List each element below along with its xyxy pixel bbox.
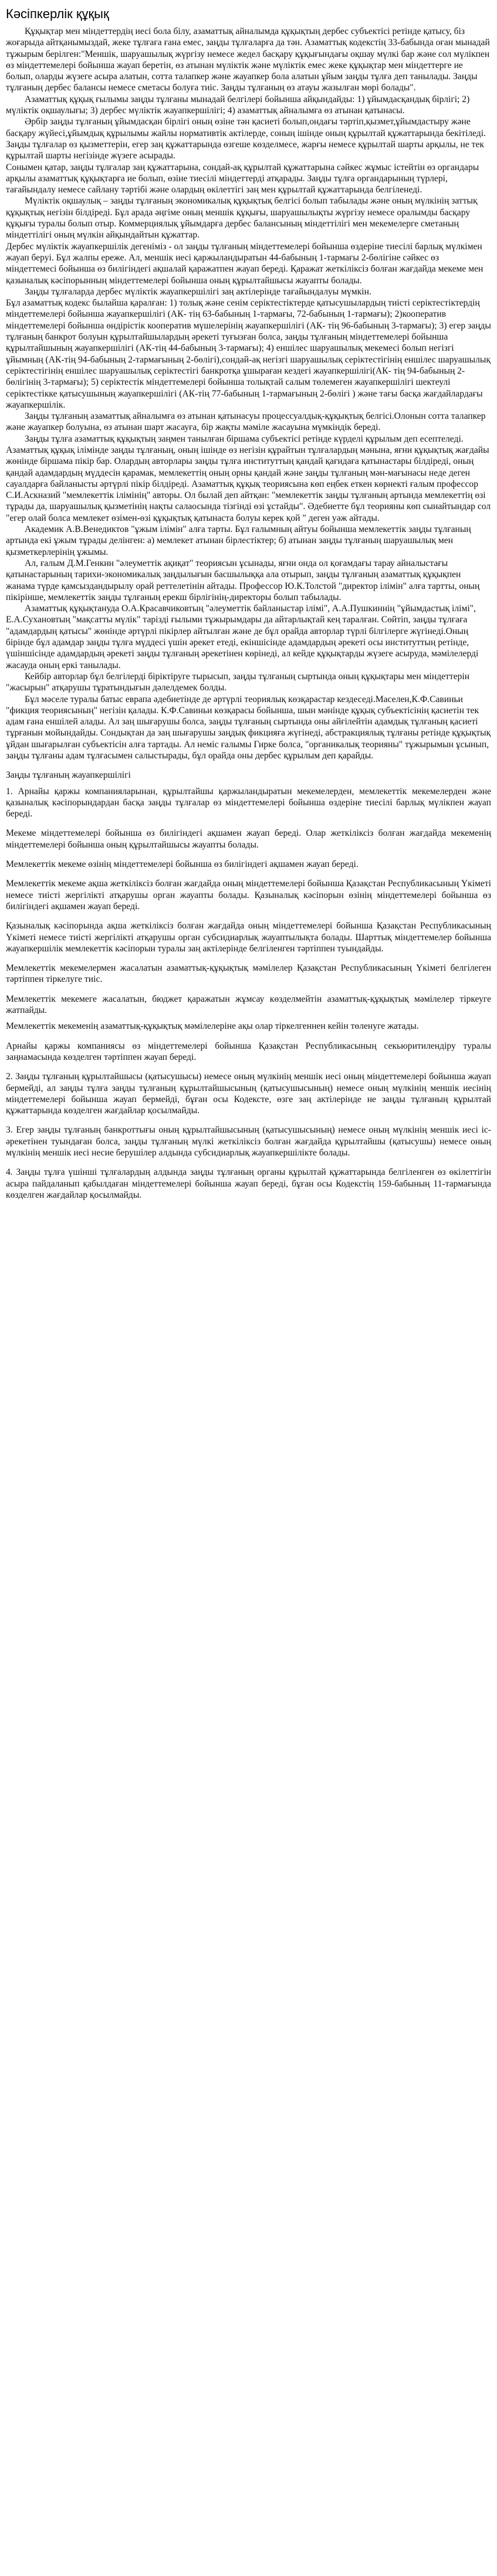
paragraph: Академик А.В.Венедиктов "ұжым ілімін" алға тарты. Бұл ғалымның айтуы бойынша мемлекеттік заңды тұлғаның артында екі ұжым тұрады делінген: а) мемлекет атынан бірлестіктер; б) атынан заңды тұлғаның шаруашылық мен қызметкерлерінің ұжымы. <box>6 524 471 557</box>
paragraph: Азаматтық құқық ғылымы заңды тұлғаны мынадай белгілері бойынша айқындайды: 1) ұйымдасқандық бірлігі; 2) мүліктік оқшаулығы; 3) дербес мүліктік жауапкершілігі; 4) азаматтық айналымға өз атынан қатынасы. <box>6 94 470 116</box>
list-item: Мекеме міндеттемелері бойынша өз билігіндегі ақшамен жауап береді. Олар жеткіліксіз болған жағдайда мекеменің міндеттемелері бойынша оның құрылтайшысы жауапты болады. <box>6 828 491 850</box>
paragraph: Азаматтық құқықтануда О.А.Красавчиковтың "әлеуметтік байланыстар ілімі", А.А.Пушкиннің "ұйымдастық ілімі", Е.А.Сухановтың "мақсатты мүлік" тарізді ғылыми тұжырымдары да айтарлықтай кең таралған. Сөйтіп, заңды тұлғаға "адамдардың қатысы" жөнінде әртүрлі пікірлер айтылған және де бұл орайда авторлар түрлі білгілерге жүгінеді.Оның бірінде бұл адамдар заңды тұлға мүддесі үшін әрекет етеді, екіншісінде адамдардың әрекеті осы институттың ретінде, үшіншісінде адамдардың әрекеті заңды тұлғаның әрекетінен көрінеді, ал кейде құқықтарды жүзеге асыруда, мәмілелерді жасауда оның еркі танылады. <box>6 604 479 670</box>
page-title: Кәсіпкерлік құқық <box>6 6 109 21</box>
list-item: Мемлекеттік мекемелермен жасалатын азаматтық-құқықтық мәмілелер Қазақстан Республикасының Үкіметі белгілеген тәртіппен тіркелуге тиіс. <box>6 963 491 985</box>
paragraph: Құқықтар мен міндеттердің иесі бола білу, азаматтық айналымда құқықтың дербес субъектісі ретінде қатысу, біз жоғарыда айтқанымыздай, жеке тұлғаға ғана емес, заңды тұлғаларға да тән. Азаматтық кодекстің 33-бабында оған мынадай тұжырым берілген:"Меншік, шаруашылық жүргізу немесе жедел басқару құқығындағы оқшау мүлкі бар және сол мүлікпен өз міндеттемелері бойынша жауап беретін, өз атынан мүліктік және мүліктік емес жеке құқықтар мен міндеттерге ие болып, оларды жүзеге асыра алатын, сотта талапкер және жауапкер бола алатын ұйым заңды тұлға деп танылады. Заңды тұлғаның дербес балансы немесе сметасы болуға тиіс. Заңды тұлғаның өз атауы жазылған мөрі болады". <box>6 26 490 93</box>
paragraph: Заңды тұлғаларда дербес мүліктік жауапкершілігі заң актілерінде тағайындалуы мүмкін. <box>25 286 371 297</box>
list-item: Мемлекеттік мекеменің азаматтық-құқықтық мәмілелеріне ақы олар тіркелгеннен кейін төленуге жатады. <box>6 1021 419 1032</box>
list-item: 1. Арнайы қаржы компанияларынан, құрылтайшы қаржыландыратын мекемелерден, мемлекеттік мекемелерден және қазыналық кәсіпорындардан басқа заңды тұлғалар өз міндеттемелері бойынша өздеріне тиесілі барлық мүлікпен жауап береді. <box>6 786 491 819</box>
liability-list <box>6 786 491 1201</box>
paragraph: Бұл мәселе туралы батыс еврапа әдебиетінде де әртүрлі теориялық көзқарастар кездеседі.Маселен,К.Ф.Савиньи "фикция теориясының" негізін қалады. К.Ф.Савиньи көзқарасы бойынша, шын мәнінде құқық субъектісінің қасиетін тек адам ғана еншілей алады. Ал заң шығарушы болса, заңды тұлғаның сыртында оны айғілейтін адамдық тұлғаның қасиеті тұрғанын мойындайды. Сондықтан да заң шығарушы заңдық фикцияға жүгінеді, абстракциялық тұлғаны ретінде құқықтық ұйдан шығарылған субъектісін алға тартады. Ал неміс ғалымы Гирке болса, "органикалық теорияны" тұжырымын ұсынып, заңды тұлғаны адам тұлғасымен салыстырады, бұл орайда оны дербес құрылым деп қарайды. <box>6 694 491 761</box>
paragraph: Заңды тұлғаның азаматтық айналымға өз атынан қатынасуы процессуалдық-құқықтық белгісі.Олонын сотта талапкер және жауапкер болуына, өз атынан шарт жасауға, бір жақты мәміле жасауына мүмкіндік береді. <box>6 411 486 433</box>
list-item: 3. Егер заңды тұлғаның банкроттығы оның құрылтайшысының (қатысушысының) немесе оның мүлкінің меншік иесі іс-әрекетінен туындаған болса, заңды тұлғаның мүлкі жеткіліксіз болған жағдайда құрылтайшы (қатысушы) немесе оның мүлкінің меншік иесі несие берушілер алдында субсидиарлық жауапкершілікте болады. <box>6 1125 491 1158</box>
list-item: Мемлекеттік мекемеге жасалатын, бюджет қаражатын жұмсау көзделмейтін азаматтық-құқықтық мәмілелер тіркеуге жатпайды. <box>6 994 491 1016</box>
list-item: Мемлекеттік мекеме ақша жеткіліксіз болған жағдайда оның міндеттемелері бойынша Қазақстан Республикасының Үкіметі немесе тиісті жергілікті атқарушы орган жауапты болады. Қазыналық кәсіпорын өзінің міндеттемелері бойынша өз билігіндегі ақшамен жауап береді. <box>6 879 491 911</box>
paragraph: Заңды тұлға азаматтық құқықтың заңмен танылған біршама субъектісі ретінде күрделі құрылым деп есептеледі. Азаматтық құқық ілімінде заңды тұлғаның, оның ішінде өз негізін құрайтын тұлғалардың мәнына, яғни құқықтық жағдайы жөнінде біршама пікір бар. Олардың авторлары заңды тұлға институттың қандай қағидаға қатынастары білдіреді, оның қандай адамдардың мүддесін қарамак, мемлекеттің оның орны қандай және заңды тұлғаның мән-мағынасы неде деген сауалдарға байланысты әртүрлі пікір білдіреді. Азаматтық құқық теориясына көп еңбек еткен көрнекті ғалым профессор С.И.Аскназий "мемлекеттік ілімінің" авторы. Ол былай деп айтқан: "мемлекеттік заңды тұлғаның артында мемлекеттің өзі тұрады да, шаруашылық қызметінің нақты салаосында тізгінді өзі ұстайды". Әдебиетте бұл теорияны көп сынайтындар сол "егер олай болса мемлекет өзімен-өзі құқықтық қатынаста болуы керек қой " деген уәж айтады. <box>6 433 491 523</box>
list-item: Арнайы қаржы компаниясы өз міндеттемелері бойынша Қазақстан Республикасының секьюритилендіру туралы заңнамасында көзделген тәртіппен жауап береді. <box>6 1040 491 1062</box>
paragraph: Кейбір авторлар бұл белгілерді біріктіруге тырысып, заңды тұлғаның сыртында оның құқықтары мен міндеттерін "жасырын" атқарушы тұратындығын дәлелдемек болды. <box>6 671 470 693</box>
list-item: 2. Заңды тұлғаның құрылтайшысы (қатысушысы) немесе оның мүлкінің меншік иесі оның міндеттемелері бойынша жауап бермейді, ал заңды тұлға заңды тұлғаның құрылтайшысының (қатысушысының) немесе оның мүлкінің меншік иесінің міндеттемелері бойынша жауап бермейді, бұған осы Кодексте, өзге заң актілерінде не заңды тұлғаның құрылтай құжаттарында көзделген жағдайлар қосылмайды. <box>6 1072 491 1116</box>
paragraph: Дербес мүліктік жауапкершілік дегеніміз - ол заңды тұлғаның міндеттемелері бойынша өздеріне тиесілі барлық мүлкімен жауап беруі. Бұл жалпы ереже. Ал, меншік иесі қаржыландыратын 44-бабының 1-тармағы 2-бөлігіне сәйкес өз міндеттемесі бойынша өз билігіндегі ақшалай қаражатпен жауап береді. Қаражат жеткіліксіз болған жағдайда мекеме мен қазыналық кәсіпорынның міндеттемелері бойынша оның құрылтайшысы жауапты болады. <box>6 241 484 286</box>
article-body <box>6 26 491 761</box>
paragraph: Әрбір заңды тұлғаның ұйымдасқан бірлігі оның өзіне тән қасиеті болып,ондағы тәртіп,қызмет,ұйымдастыру және басқару жүйесі,ұйымдық құрылымы жайлы нормативтік актілерде, соның ішінде оның құрылтай құжаттарында бекітіледі. <box>6 117 486 138</box>
list-item: 4. Заңды тұлға үшінші тұлғалардың алдында заңды тұлғаның органы құрылтай құжаттарында белгіленген өз өкілеттігін асыра пайдаланып қабылдаған міндеттемелері бойынша жауап береді, бұған осы Кодекстің 159-бабының 11-тармағында көзделген жағдайлар қосылмайды. <box>6 1167 491 1200</box>
paragraph: Бұл азаматтық кодекс былайша қаралған: 1) толық және сенім серіктестіктерде қатысушылардың тиісті серіктестіктердің міндеттемелері бойынша жауапкершілігі (АК- тің 63-бабының 1-тармағы, 72-бабының 1-тармағы); 2)кооператив міндеттемелері бойынша өндірістік кооператив мүшелерінің жауапкершілігі (АК- тің 96-бабының 3-тармағы); 3) егер заңды тұлғаның банкрот болуын құрылтайшылардың әрекеті туғызған болса, заңды тұлғаның міндеттемелері бойынша құрылтайшының жауапкершілігі (АК-тің 44-бабының 3-тармағы); 4) еншілес шаруашылық мекемесі болып негізгі ұйымның (АК-тің 94-бабының 2-тармағының 2-бөлігі),сондай-ақ негізгі шаруашылық серіктестігінің еншілес шаруашылық серіктестігінің еншілес шаруашылық серіктестігі банкротқа ұшыраған кездегі жауапкершілігі(АК- тің 94-бабының 2-бөлігінің 3-тармағы); 5) серіктестік міндеттемелері бойынша толықтай салым төлемеген жауапкершілігі шектеулі серіктестікке қатысушының жауапкершілігі (АК-тің 77-бабының 1-тармағының 2-бөлігі ) және тағы басқа жағдайлардағы жауапкершілік. <box>6 298 491 410</box>
list-item: Мемлекеттік мекеме өзінің міндеттемелері бойынша өз билігіндегі ақшамен жауап береді. <box>6 859 359 870</box>
paragraph: Заңды тұлғалар өз қызметтерін, егер заң құжаттарында өзгеше көзделмесе, жарғы немесе құрылтай шарты арқылы, не тек құрылтай шарты негізінде жүзеге асырады. <box>6 139 484 161</box>
section-title: Заңды тұлғаның жауапкершілігі <box>6 770 131 781</box>
document-page <box>0 0 497 1201</box>
paragraph: Сонымен қатар, заңды тұлғалар заң құжаттарына, сондай-ақ құрылтай құжаттарына сәйкес жұмыс істейтін өз органдары арқылы азаматтық құқықтарға ие болып, өзіне тиесілі міндеттерді атқарады. Заңды тұлға органдарының түрлері, тағайындалу немесе сайлану тәртібі және олардың өкілеттігі заң мен құрылтай құжаттарында белгіленеді. <box>6 162 479 195</box>
paragraph: Мүліктік оқшаулық – заңды тұлғаның экономикалық құқықтық белгісі болып табылады және оның мүлкінің заттық құқықтық негізін білдіреді. Бұл арада әңгіме оның меншік құқығы, шаруашылықты жүргізу немесе оралымды басқару құқығы туралы болып отыр. Коммерциялық ұйымдарға дербес балансының міндеттілігі мен мекемелерге сметаның міндеттілігі оның мүлкін айқындайтын құжаттар. <box>6 196 478 240</box>
paragraph: Ал, ғалым Д.М.Генкин "әлеуметтік ақиқат" теориясын ұсынады, яғни онда ол қоғамдағы тарау айналыстағы қатынастарының тарихи-экономикалық заңдылығын басшылыққа ала отырып, заңды тұлғаның азаматтық құқықпен жанама түрде қамсыздандырылу орай реттелетінін айтады. Профессор Ю.К.Толстой "директор ілімін" алға тартты, оның пікірінше, мемлекеттік заңды тұлғаның ерекш бірлігінің-директоры болып табылады. <box>6 558 480 602</box>
list-item: Қазыналық кәсіпорында ақша жеткіліксіз болған жағдайда оның міндеттемелері бойынша Қазақстан Республикасының Үкіметі немесе тиісті жергілікті атқарушы орган субсидиарлық жауаптылықта болады. Шарттық міндеттемелер бойынша жауапкершілік мемлекеттік кәсіпорын туралы заң актілерінде белгіленген тәртіппен туындайды. <box>6 921 491 954</box>
